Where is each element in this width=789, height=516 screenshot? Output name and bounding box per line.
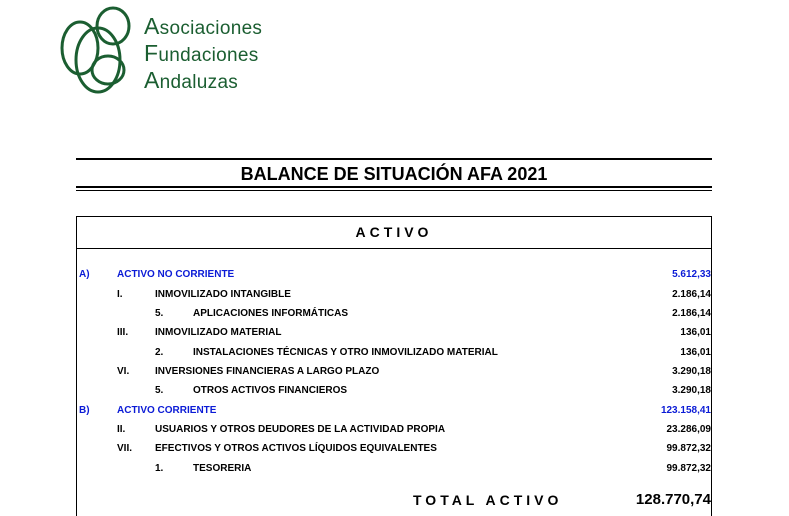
table-row: [77, 285, 711, 304]
row-amount: 2.186,14: [672, 308, 711, 319]
row-code: B): [79, 405, 90, 416]
row-label: OTROS ACTIVOS FINANCIEROS: [193, 385, 348, 396]
row-label: TESORERIA: [193, 463, 252, 474]
table-row: [77, 323, 711, 342]
title-rule-bottom-2: [76, 190, 712, 191]
row-amount: 2.186,14: [672, 289, 711, 300]
title-rule-top: [76, 158, 712, 160]
balance-table: [76, 216, 712, 516]
logo-text: [144, 14, 262, 95]
page-title: BALANCE DE SITUACIÓN AFA 2021: [240, 164, 548, 184]
row-code: VII.: [117, 443, 133, 454]
row-amount: 99.872,32: [666, 443, 711, 454]
row-code: A): [79, 269, 90, 280]
table-row: [77, 401, 711, 420]
row-label: EFECTIVOS Y OTROS ACTIVOS LÍQUIDOS EQUIVALENTES: [155, 443, 437, 454]
row-label: ACTIVO CORRIENTE: [117, 405, 217, 416]
total-label: TOTAL ACTIVO: [413, 492, 563, 508]
row-amount: 136,01: [680, 327, 711, 338]
total-amount: 128.770,74: [635, 491, 711, 508]
row-amount: 123.158,41: [660, 405, 711, 416]
table-row: [77, 420, 711, 439]
table-row: [77, 381, 711, 400]
logo: [58, 4, 268, 100]
row-code: VI.: [117, 366, 130, 377]
table-row: [77, 343, 711, 362]
row-label: APLICACIONES INFORMÁTICAS: [193, 308, 348, 319]
row-code: I.: [117, 289, 123, 300]
row-amount: 99.872,32: [666, 463, 711, 474]
row-code: III.: [117, 327, 129, 338]
title-rule-bottom-1: [76, 186, 712, 188]
table-row: [77, 362, 711, 381]
row-code: 1.: [155, 463, 164, 474]
row-label: USUARIOS Y OTROS DEUDORES DE LA ACTIVIDAD PROPIA: [155, 424, 446, 435]
row-amount: 136,01: [680, 347, 711, 358]
row-code: 5.: [155, 308, 164, 319]
table-row: [77, 304, 711, 323]
row-code: II.: [117, 424, 126, 435]
row-label: INMOVILIZADO MATERIAL: [155, 327, 282, 338]
logo-line-3: Andaluzas: [144, 67, 239, 93]
row-amount: 23.286,09: [666, 424, 711, 435]
logo-rings-icon: [58, 4, 148, 100]
table-row: [77, 265, 711, 284]
row-amount: 3.290,18: [672, 366, 711, 377]
section-header: ACTIVO: [77, 217, 711, 249]
table-row: [77, 459, 711, 478]
row-label: INSTALACIONES TÉCNICAS Y OTRO INMOVILIZADO MATERIAL: [193, 347, 498, 358]
row-label: INVERSIONES FINANCIERAS A LARGO PLAZO: [155, 366, 380, 377]
table-row: [77, 439, 711, 458]
row-code: 2.: [155, 347, 164, 358]
logo-line-2: Fundaciones: [144, 40, 259, 66]
row-code: 5.: [155, 385, 164, 396]
row-amount: 5.612,33: [672, 269, 711, 280]
row-amount: 3.290,18: [672, 385, 711, 396]
row-label: ACTIVO NO CORRIENTE: [117, 269, 235, 280]
row-label: INMOVILIZADO INTANGIBLE: [155, 289, 291, 300]
logo-line-1: Asociaciones: [144, 13, 263, 39]
